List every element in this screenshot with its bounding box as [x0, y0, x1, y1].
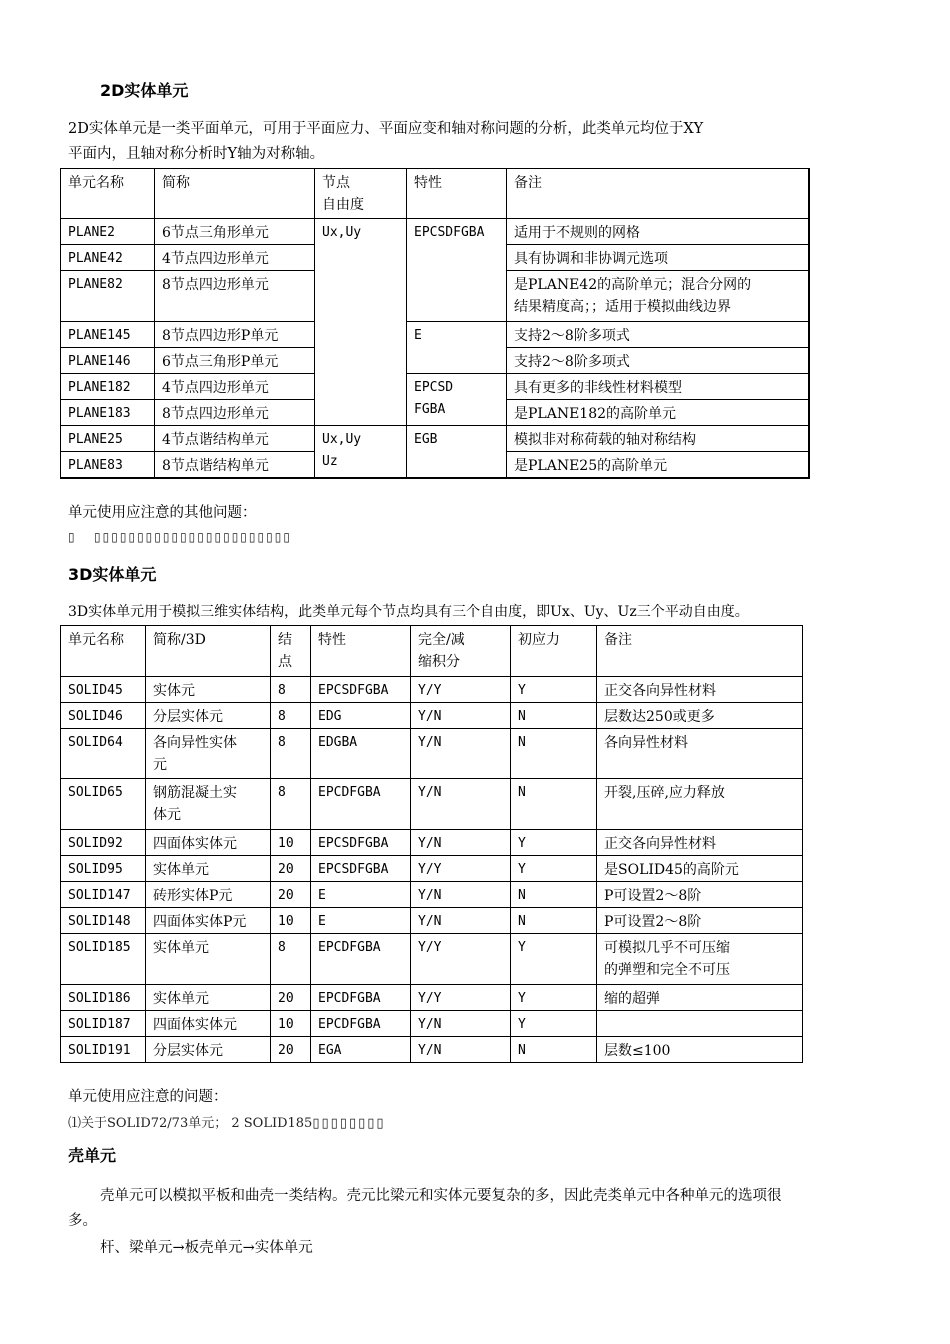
table-row: PLANE145 8节点四边形P单元 E 支持2～8阶多项式 — [61, 322, 809, 348]
shell-paragraph — [68, 1184, 898, 1234]
table-row: SOLID45 实体元 8 EPCSDFGBA Y/Y Y 正交各向异性材料 — [61, 677, 803, 703]
col-header-dof: 节点 自由度 — [315, 169, 407, 219]
feat-cell-c: EPCSD FGBA — [407, 374, 507, 426]
dof-cell-a: Ux,Uy — [315, 219, 407, 426]
notes-title-2d: 单元使用应注意的其他问题： — [68, 505, 257, 521]
notes-line-3d: ⑴关于SOLID72/73单元； 2 SOLID185▯▯▯▯▯▯▯▯ — [68, 1116, 386, 1131]
intro-2d-line2: 平面内，且轴对称分析时Y轴为对称轴。 — [68, 146, 325, 162]
table-row: SOLID65 钢筋混凝土实 体元 8 EPCDFGBA Y/N N 开裂,压碎,应力释放 — [61, 779, 803, 830]
heading-3d: 3D实体单元 — [68, 565, 157, 584]
table-2d — [60, 168, 810, 479]
table-row: PLANE183 8节点四边形单元 是PLANE182的高阶单元 — [61, 400, 809, 426]
notes-title-3d: 单元使用应注意的问题： — [68, 1089, 228, 1105]
table-row: SOLID64 各向异性实体 元 8 EDGBA Y/N N 各向异性材料 — [61, 729, 803, 779]
feat-cell-d: EGB — [407, 426, 507, 479]
dof-cell-b: Ux,Uy Uz — [315, 426, 407, 479]
table-row: PLANE25 4节点谐结构单元 Ux,Uy Uz EGB 模拟非对称荷载的轴对称结构 — [61, 426, 809, 452]
table-row: SOLID92 四面体实体元 10 EPCSDFGBA Y/N Y 正交各向异性材料 — [61, 830, 803, 856]
feat-cell-b: E — [407, 322, 507, 374]
table-header-row: 单元名称 简称/3D 结 点 特性 完全/减 缩积分 初应力 备注 — [61, 626, 803, 677]
col-header-short: 简称 — [155, 169, 315, 219]
heading-2d: 2D实体单元 — [100, 81, 189, 100]
table-row: PLANE82 8节点四边形单元 是PLANE42的高阶单元；混合分网的 结果精度高；；适用于模拟曲线边界 — [61, 271, 809, 322]
shell-chain: 杆、梁单元→板壳单元→实体单元 — [100, 1240, 313, 1256]
col-header-feature: 特性 — [407, 169, 507, 219]
table-row: SOLID148 四面体实体P元 10 E Y/N N P可设置2～8阶 — [61, 908, 803, 934]
table-row: SOLID186 实体单元 20 EPCDFGBA Y/Y Y 缩的超弹 — [61, 985, 803, 1011]
table-row: PLANE182 4节点四边形单元 EPCSD FGBA 具有更多的非线性材料模型 — [61, 374, 809, 400]
table-row: SOLID191 分层实体元 20 EGA Y/N N 层数≤100 — [61, 1037, 803, 1063]
feat-cell-a: EPCSDFGBA — [407, 219, 507, 322]
table-row: SOLID187 四面体实体元 10 EPCDFGBA Y/N Y — [61, 1011, 803, 1037]
notes-line-2d: ▯ ▯▯▯▯▯▯▯▯▯▯▯▯▯▯▯▯▯▯▯▯▯▯▯ — [68, 530, 292, 544]
table-row: PLANE83 8节点谐结构单元 是PLANE25的高阶单元 — [61, 452, 809, 479]
table-row: PLANE146 6节点三角形P单元 支持2～8阶多项式 — [61, 348, 809, 374]
intro-2d-line1: 2D实体单元是一类平面单元，可用于平面应力、平面应变和轴对称问题的分析，此类单元均位于XY — [68, 121, 704, 137]
intro-3d: 3D实体单元用于模拟三维实体结构，此类单元每个节点均具有三个自由度，即Ux、Uy、Uz三个平动自由度。 — [68, 604, 749, 620]
table-row: SOLID185 实体单元 8 EPCDFGBA Y/Y Y 可模拟几乎不可压缩 的弹塑和完全不可压 — [61, 934, 803, 985]
table-row: SOLID147 砖形实体P元 20 E Y/N N P可设置2～8阶 — [61, 882, 803, 908]
heading-shell: 壳单元 — [68, 1146, 117, 1165]
table-row: SOLID95 实体单元 20 EPCSDFGBA Y/Y Y 是SOLID45的高阶元 — [61, 856, 803, 882]
col-header-name: 单元名称 — [61, 169, 155, 219]
intro-2d — [68, 117, 898, 167]
shell-para-line2: 多。 — [68, 1213, 97, 1229]
table-row: SOLID46 分层实体元 8 EDG Y/N N 层数达250或更多 — [61, 703, 803, 729]
table-3d — [60, 625, 803, 1063]
table-row: PLANE2 6节点三角形单元 Ux,Uy EPCSDFGBA 适用于不规则的网格 — [61, 219, 809, 245]
table-row: PLANE42 4节点四边形单元 具有协调和非协调元选项 — [61, 245, 809, 271]
shell-para-line1: 壳单元可以模拟平板和曲壳一类结构。壳元比梁元和实体元要复杂的多，因此壳类单元中各种单元的选项很 — [100, 1188, 782, 1204]
col-header-note: 备注 — [507, 169, 809, 219]
